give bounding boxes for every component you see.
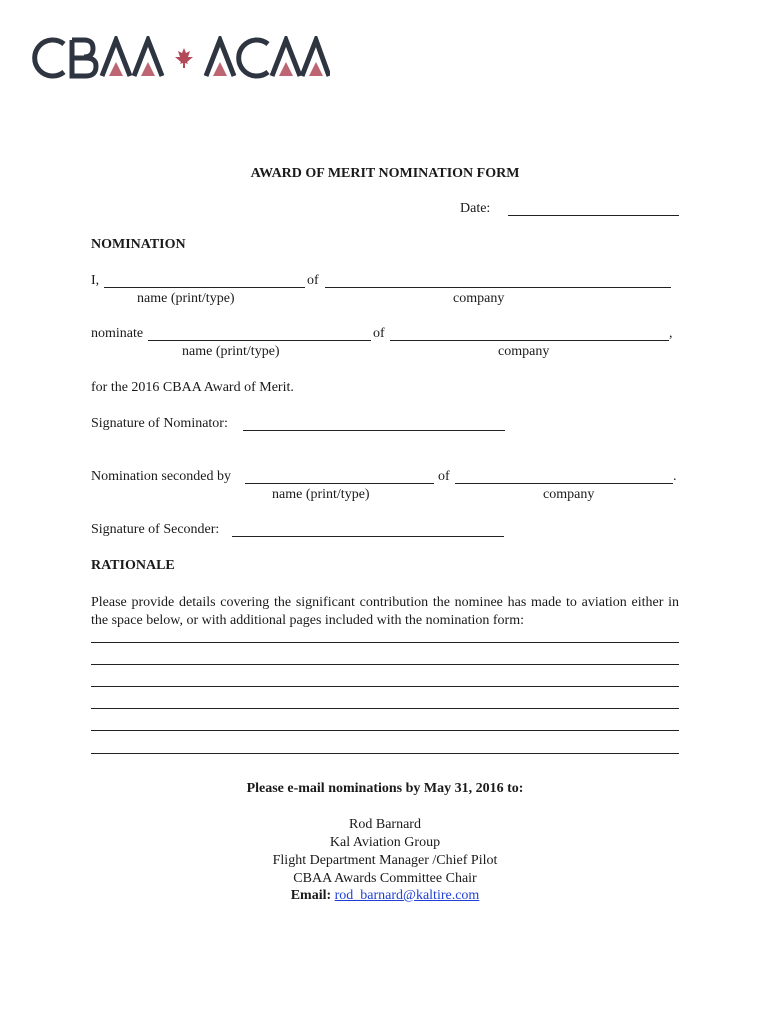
contact-email-line <box>0 888 770 904</box>
period: . <box>673 469 677 484</box>
rationale-line[interactable] <box>91 642 679 643</box>
date-label: Date: <box>460 201 491 216</box>
nomination-heading: NOMINATION <box>91 237 186 252</box>
rationale-line[interactable] <box>91 708 679 709</box>
nominator-name-field[interactable] <box>104 287 305 288</box>
of-label-3: of <box>438 469 450 484</box>
signature-nominator-field[interactable] <box>243 430 505 431</box>
date-field[interactable] <box>508 215 679 216</box>
signature-seconder-label: Signature of Seconder: <box>91 522 220 537</box>
of-label-1: of <box>307 273 319 288</box>
logo-mark <box>30 36 330 80</box>
company-hint-1: company <box>453 291 505 306</box>
seconded-by-label: Nomination seconded by <box>91 469 231 484</box>
of-label-2: of <box>373 326 385 341</box>
rationale-line[interactable] <box>91 753 679 754</box>
contact-name: Rod Barnard <box>349 817 421 832</box>
rationale-line[interactable] <box>91 730 679 731</box>
nominator-company-field[interactable] <box>325 287 671 288</box>
award-statement: for the 2016 CBAA Award of Merit. <box>91 380 294 395</box>
name-hint-3: name (print/type) <box>272 487 370 502</box>
signature-seconder-field[interactable] <box>232 536 504 537</box>
email-label: Email: <box>290 888 335 903</box>
maple-leaf-icon <box>175 48 193 68</box>
signature-nominator-label: Signature of Nominator: <box>91 416 228 431</box>
company-hint-3: company <box>543 487 595 502</box>
company-hint-2: company <box>498 344 550 359</box>
nominee-name-field[interactable] <box>148 340 371 341</box>
name-hint-1: name (print/type) <box>137 291 235 306</box>
form-title: AWARD OF MERIT NOMINATION FORM <box>250 166 520 181</box>
rationale-line[interactable] <box>91 686 679 687</box>
cbaa-acaa-logo <box>30 36 330 80</box>
deadline-notice: Please e-mail nominations by May 31, 2016 to: <box>246 781 524 796</box>
email-link[interactable]: rod_barnard@kaltire.com <box>334 888 480 903</box>
i-prefix: I, <box>91 273 100 288</box>
rationale-heading: RATIONALE <box>91 558 175 573</box>
contact-organization: Kal Aviation Group <box>329 835 441 850</box>
rationale-line[interactable] <box>91 664 679 665</box>
nominee-company-field[interactable] <box>390 340 669 341</box>
seconder-company-field[interactable] <box>455 483 673 484</box>
nominate-prefix: nominate <box>91 326 144 341</box>
rationale-instructions: Please provide details covering the significant contribution the nominee has made to aviation either in the space below, or with additional pages included with the nomination form: <box>91 595 679 628</box>
seconder-name-field[interactable] <box>245 483 434 484</box>
name-hint-2: name (print/type) <box>182 344 280 359</box>
contact-committee: CBAA Awards Committee Chair <box>293 871 477 886</box>
comma: , <box>669 326 673 341</box>
contact-role: Flight Department Manager /Chief Pilot <box>272 853 498 868</box>
